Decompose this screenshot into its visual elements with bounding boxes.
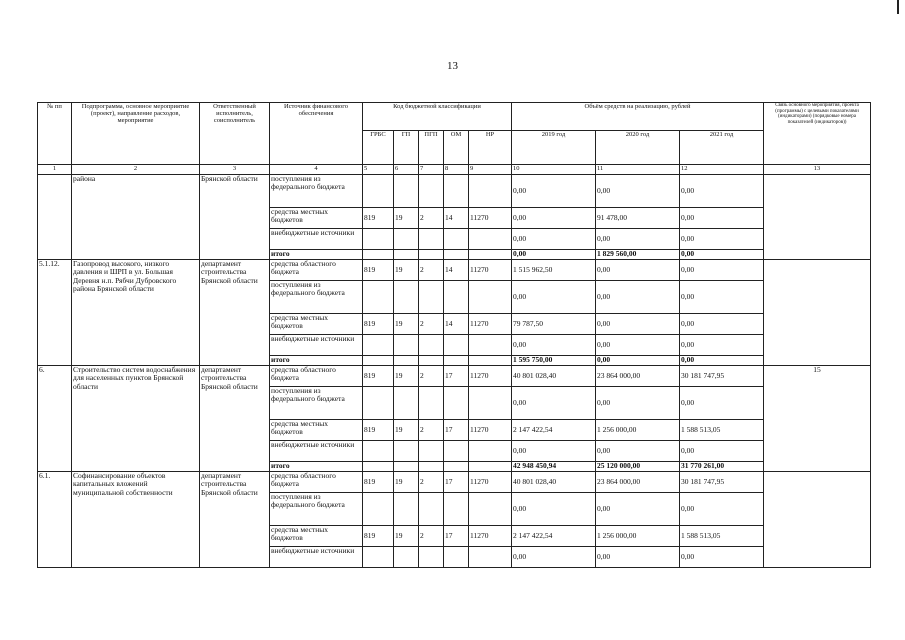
gp-cell bbox=[394, 250, 419, 260]
amount-2020-cell: 0,00 bbox=[596, 281, 680, 314]
source-cell: итого bbox=[270, 250, 363, 260]
grbs-cell: 819 bbox=[363, 526, 394, 547]
om-cell bbox=[444, 387, 469, 420]
amount-2020-cell: 0,00 bbox=[596, 229, 680, 250]
om-cell: 17 bbox=[444, 420, 469, 441]
om-cell bbox=[444, 493, 469, 526]
source-cell: поступления из федерального бюджета bbox=[270, 493, 363, 526]
column-number: 9 bbox=[469, 165, 512, 175]
nr-cell: 11270 bbox=[469, 526, 512, 547]
program-name-cell: Строительство систем водоснабжения для населенных пунктов Брянской области bbox=[72, 366, 200, 472]
nr-cell bbox=[469, 547, 512, 568]
nr-cell bbox=[469, 175, 512, 208]
gp-cell: 19 bbox=[394, 472, 419, 493]
amount-2021-cell: 30 181 747,95 bbox=[680, 366, 764, 387]
pgp-cell bbox=[419, 387, 444, 420]
amount-2019-cell: 79 787,50 bbox=[512, 314, 596, 335]
source-cell: средства местных бюджетов bbox=[270, 314, 363, 335]
gp-cell: 19 bbox=[394, 314, 419, 335]
amount-2019-cell: 2 147 422,54 bbox=[512, 420, 596, 441]
grbs-cell bbox=[363, 356, 394, 366]
column-number: 12 bbox=[680, 165, 764, 175]
om-cell: 14 bbox=[444, 208, 469, 229]
table-row bbox=[38, 260, 871, 281]
om-cell bbox=[444, 281, 469, 314]
source-cell: итого bbox=[270, 462, 363, 472]
header-grbs: ГРБС bbox=[363, 131, 394, 165]
om-cell: 17 bbox=[444, 366, 469, 387]
header-source: Источник финансового обеспечения bbox=[270, 103, 363, 165]
program-name-cell: Газопровод высокого, низкого давления и ШРП в ул. Большая Деревня н.п. Рябчи Дубровского района Брянской области bbox=[72, 260, 200, 366]
amount-2020-cell: 0,00 bbox=[596, 441, 680, 462]
amount-2020-cell: 1 256 000,00 bbox=[596, 526, 680, 547]
source-cell: итого bbox=[270, 356, 363, 366]
header-gp: ГП bbox=[394, 131, 419, 165]
amount-2021-cell: 0,00 bbox=[680, 335, 764, 356]
header-om: ОМ bbox=[444, 131, 469, 165]
gp-cell bbox=[394, 281, 419, 314]
header-executor: Ответственный исполнитель, соисполнитель bbox=[200, 103, 270, 165]
row-number-cell bbox=[38, 175, 72, 260]
grbs-cell bbox=[363, 229, 394, 250]
gp-cell bbox=[394, 175, 419, 208]
grbs-cell bbox=[363, 493, 394, 526]
grbs-cell: 819 bbox=[363, 208, 394, 229]
source-cell: средства местных бюджетов bbox=[270, 526, 363, 547]
om-cell: 17 bbox=[444, 526, 469, 547]
amount-2020-cell: 0,00 bbox=[596, 547, 680, 568]
pgp-cell bbox=[419, 462, 444, 472]
pgp-cell bbox=[419, 356, 444, 366]
pgp-cell: 2 bbox=[419, 420, 444, 441]
gp-cell: 19 bbox=[394, 260, 419, 281]
grbs-cell bbox=[363, 175, 394, 208]
executor-cell: департамент строительства Брянской области bbox=[200, 472, 270, 568]
amount-2021-cell: 0,00 bbox=[680, 441, 764, 462]
amount-2021-cell: 0,00 bbox=[680, 250, 764, 260]
header-volume: Объём средств на реализацию, рублей bbox=[512, 103, 764, 131]
nr-cell bbox=[469, 250, 512, 260]
amount-2021-cell: 0,00 bbox=[680, 547, 764, 568]
pgp-cell bbox=[419, 335, 444, 356]
amount-2020-cell: 1 829 560,00 bbox=[596, 250, 680, 260]
om-cell bbox=[444, 250, 469, 260]
source-cell: внебюджетные источники bbox=[270, 547, 363, 568]
om-cell bbox=[444, 547, 469, 568]
amount-2020-cell: 0,00 bbox=[596, 356, 680, 366]
gp-cell bbox=[394, 547, 419, 568]
pgp-cell bbox=[419, 493, 444, 526]
header-kbk: Код бюджетной классификации bbox=[363, 103, 512, 131]
amount-2019-cell: 0,00 bbox=[512, 441, 596, 462]
nr-cell bbox=[469, 356, 512, 366]
gp-cell bbox=[394, 441, 419, 462]
amount-2019-cell: 0,00 bbox=[512, 208, 596, 229]
amount-2021-cell: 0,00 bbox=[680, 387, 764, 420]
row-number-cell: 6.1. bbox=[38, 472, 72, 568]
header-program: Подпрограмма, основное мероприятие (проект), направление расходов, мероприятие bbox=[72, 103, 200, 165]
column-number: 8 bbox=[444, 165, 469, 175]
pgp-cell bbox=[419, 547, 444, 568]
amount-2020-cell: 91 478,00 bbox=[596, 208, 680, 229]
amount-2020-cell: 0,00 bbox=[596, 260, 680, 281]
amount-2021-cell: 0,00 bbox=[680, 208, 764, 229]
amount-2021-cell: 0,00 bbox=[680, 175, 764, 208]
amount-2020-cell: 0,00 bbox=[596, 387, 680, 420]
pgp-cell: 2 bbox=[419, 260, 444, 281]
source-cell: средства областного бюджета bbox=[270, 472, 363, 493]
amount-2020-cell: 1 256 000,00 bbox=[596, 420, 680, 441]
pgp-cell: 2 bbox=[419, 208, 444, 229]
amount-2020-cell: 0,00 bbox=[596, 175, 680, 208]
amount-2019-cell: 0,00 bbox=[512, 493, 596, 526]
nr-cell bbox=[469, 387, 512, 420]
grbs-cell bbox=[363, 335, 394, 356]
amount-2019-cell: 0,00 bbox=[512, 387, 596, 420]
gp-cell: 19 bbox=[394, 208, 419, 229]
executor-cell: департамент строительства Брянской области bbox=[200, 366, 270, 472]
amount-2019-cell: 2 147 422,54 bbox=[512, 526, 596, 547]
pgp-cell bbox=[419, 229, 444, 250]
executor-cell: департамент строительства Брянской области bbox=[200, 260, 270, 366]
table-row bbox=[38, 366, 871, 387]
amount-2021-cell: 0,00 bbox=[680, 229, 764, 250]
om-cell: 14 bbox=[444, 314, 469, 335]
nr-cell: 11270 bbox=[469, 420, 512, 441]
header-year-2020: 2020 год bbox=[596, 131, 680, 165]
header-nr: НР bbox=[469, 131, 512, 165]
nr-cell: 11270 bbox=[469, 260, 512, 281]
header-year-2019: 2019 год bbox=[512, 131, 596, 165]
grbs-cell: 819 bbox=[363, 420, 394, 441]
amount-2021-cell: 30 181 747,95 bbox=[680, 472, 764, 493]
amount-2021-cell: 0,00 bbox=[680, 314, 764, 335]
grbs-cell bbox=[363, 441, 394, 462]
column-number: 1 bbox=[38, 165, 72, 175]
amount-2019-cell: 42 948 450,94 bbox=[512, 462, 596, 472]
column-number: 4 bbox=[270, 165, 363, 175]
grbs-cell bbox=[363, 547, 394, 568]
amount-2019-cell: 0,00 bbox=[512, 547, 596, 568]
om-cell bbox=[444, 462, 469, 472]
nr-cell bbox=[469, 281, 512, 314]
header-link: Связь основного мероприятия, проекта (программы) с целевыми показателями (индикаторами) (порядковые номера показателей (индикаторов)) bbox=[764, 103, 871, 165]
source-cell: средства местных бюджетов bbox=[270, 420, 363, 441]
nr-cell: 11270 bbox=[469, 314, 512, 335]
gp-cell: 19 bbox=[394, 420, 419, 441]
column-number: 7 bbox=[419, 165, 444, 175]
grbs-cell: 819 bbox=[363, 366, 394, 387]
table-row bbox=[38, 175, 871, 208]
amount-2020-cell: 0,00 bbox=[596, 493, 680, 526]
gp-cell bbox=[394, 229, 419, 250]
grbs-cell: 819 bbox=[363, 260, 394, 281]
amount-2019-cell: 40 801 028,40 bbox=[512, 366, 596, 387]
om-cell bbox=[444, 175, 469, 208]
nr-cell bbox=[469, 335, 512, 356]
amount-2021-cell: 1 588 513,05 bbox=[680, 526, 764, 547]
amount-2019-cell: 0,00 bbox=[512, 175, 596, 208]
amount-2020-cell: 23 864 000,00 bbox=[596, 472, 680, 493]
om-cell: 14 bbox=[444, 260, 469, 281]
source-cell: средства областного бюджета bbox=[270, 260, 363, 281]
amount-2019-cell: 0,00 bbox=[512, 250, 596, 260]
nr-cell: 11270 bbox=[469, 208, 512, 229]
column-number: 10 bbox=[512, 165, 596, 175]
amount-2020-cell: 0,00 bbox=[596, 314, 680, 335]
executor-cell: Брянской области bbox=[200, 175, 270, 260]
amount-2021-cell: 0,00 bbox=[680, 493, 764, 526]
gp-cell bbox=[394, 335, 419, 356]
nr-cell bbox=[469, 462, 512, 472]
table-row bbox=[38, 472, 871, 493]
source-cell: средства областного бюджета bbox=[270, 366, 363, 387]
gp-cell: 19 bbox=[394, 526, 419, 547]
column-number: 2 bbox=[72, 165, 200, 175]
amount-2019-cell: 1 595 750,00 bbox=[512, 356, 596, 366]
header-num: № пп bbox=[38, 103, 72, 165]
row-number-cell: 5.1.12. bbox=[38, 260, 72, 366]
column-number: 11 bbox=[596, 165, 680, 175]
nr-cell bbox=[469, 229, 512, 250]
indicator-link-cell bbox=[764, 472, 871, 568]
amount-2019-cell: 0,00 bbox=[512, 281, 596, 314]
om-cell bbox=[444, 441, 469, 462]
source-cell: поступления из федерального бюджета bbox=[270, 387, 363, 420]
header-pgp: ПГП bbox=[419, 131, 444, 165]
row-number-cell: 6. bbox=[38, 366, 72, 472]
amount-2021-cell: 31 770 261,00 bbox=[680, 462, 764, 472]
grbs-cell: 819 bbox=[363, 472, 394, 493]
gp-cell bbox=[394, 356, 419, 366]
amount-2019-cell: 40 801 028,40 bbox=[512, 472, 596, 493]
column-number: 6 bbox=[394, 165, 419, 175]
column-number: 13 bbox=[764, 165, 871, 175]
page-edge-mark bbox=[897, 0, 899, 14]
grbs-cell: 819 bbox=[363, 314, 394, 335]
om-cell bbox=[444, 335, 469, 356]
amount-2020-cell: 25 120 000,00 bbox=[596, 462, 680, 472]
amount-2021-cell: 0,00 bbox=[680, 281, 764, 314]
pgp-cell bbox=[419, 441, 444, 462]
amount-2021-cell: 1 588 513,05 bbox=[680, 420, 764, 441]
om-cell: 17 bbox=[444, 472, 469, 493]
nr-cell bbox=[469, 441, 512, 462]
program-name-cell: Софинансирование объектов капитальных вложений муниципальной собственности bbox=[72, 472, 200, 568]
om-cell bbox=[444, 356, 469, 366]
indicator-link-cell bbox=[764, 175, 871, 260]
nr-cell: 11270 bbox=[469, 472, 512, 493]
amount-2019-cell: 0,00 bbox=[512, 229, 596, 250]
om-cell bbox=[444, 229, 469, 250]
pgp-cell: 2 bbox=[419, 366, 444, 387]
source-cell: средства местных бюджетов bbox=[270, 208, 363, 229]
amount-2019-cell: 0,00 bbox=[512, 335, 596, 356]
grbs-cell bbox=[363, 387, 394, 420]
pgp-cell: 2 bbox=[419, 314, 444, 335]
amount-2021-cell: 0,00 bbox=[680, 260, 764, 281]
gp-cell bbox=[394, 387, 419, 420]
grbs-cell bbox=[363, 462, 394, 472]
source-cell: поступления из федерального бюджета bbox=[270, 175, 363, 208]
amount-2020-cell: 0,00 bbox=[596, 335, 680, 356]
source-cell: внебюджетные источники bbox=[270, 335, 363, 356]
gp-cell bbox=[394, 462, 419, 472]
column-number: 5 bbox=[363, 165, 394, 175]
amount-2019-cell: 1 515 962,50 bbox=[512, 260, 596, 281]
pgp-cell: 2 bbox=[419, 526, 444, 547]
pgp-cell bbox=[419, 281, 444, 314]
nr-cell bbox=[469, 493, 512, 526]
budget-table bbox=[37, 102, 871, 568]
gp-cell bbox=[394, 493, 419, 526]
pgp-cell bbox=[419, 175, 444, 208]
amount-2020-cell: 23 864 000,00 bbox=[596, 366, 680, 387]
source-cell: внебюджетные источники bbox=[270, 229, 363, 250]
grbs-cell bbox=[363, 281, 394, 314]
column-number: 3 bbox=[200, 165, 270, 175]
nr-cell: 11270 bbox=[469, 366, 512, 387]
pgp-cell bbox=[419, 250, 444, 260]
indicator-link-cell: 15 bbox=[764, 366, 871, 472]
program-name-cell: района bbox=[72, 175, 200, 260]
source-cell: внебюджетные источники bbox=[270, 441, 363, 462]
source-cell: поступления из федерального бюджета bbox=[270, 281, 363, 314]
amount-2021-cell: 0,00 bbox=[680, 356, 764, 366]
indicator-link-cell bbox=[764, 260, 871, 366]
page-number: 13 bbox=[447, 60, 458, 72]
grbs-cell bbox=[363, 250, 394, 260]
pgp-cell: 2 bbox=[419, 472, 444, 493]
header-year-2021: 2021 год bbox=[680, 131, 764, 165]
gp-cell: 19 bbox=[394, 366, 419, 387]
